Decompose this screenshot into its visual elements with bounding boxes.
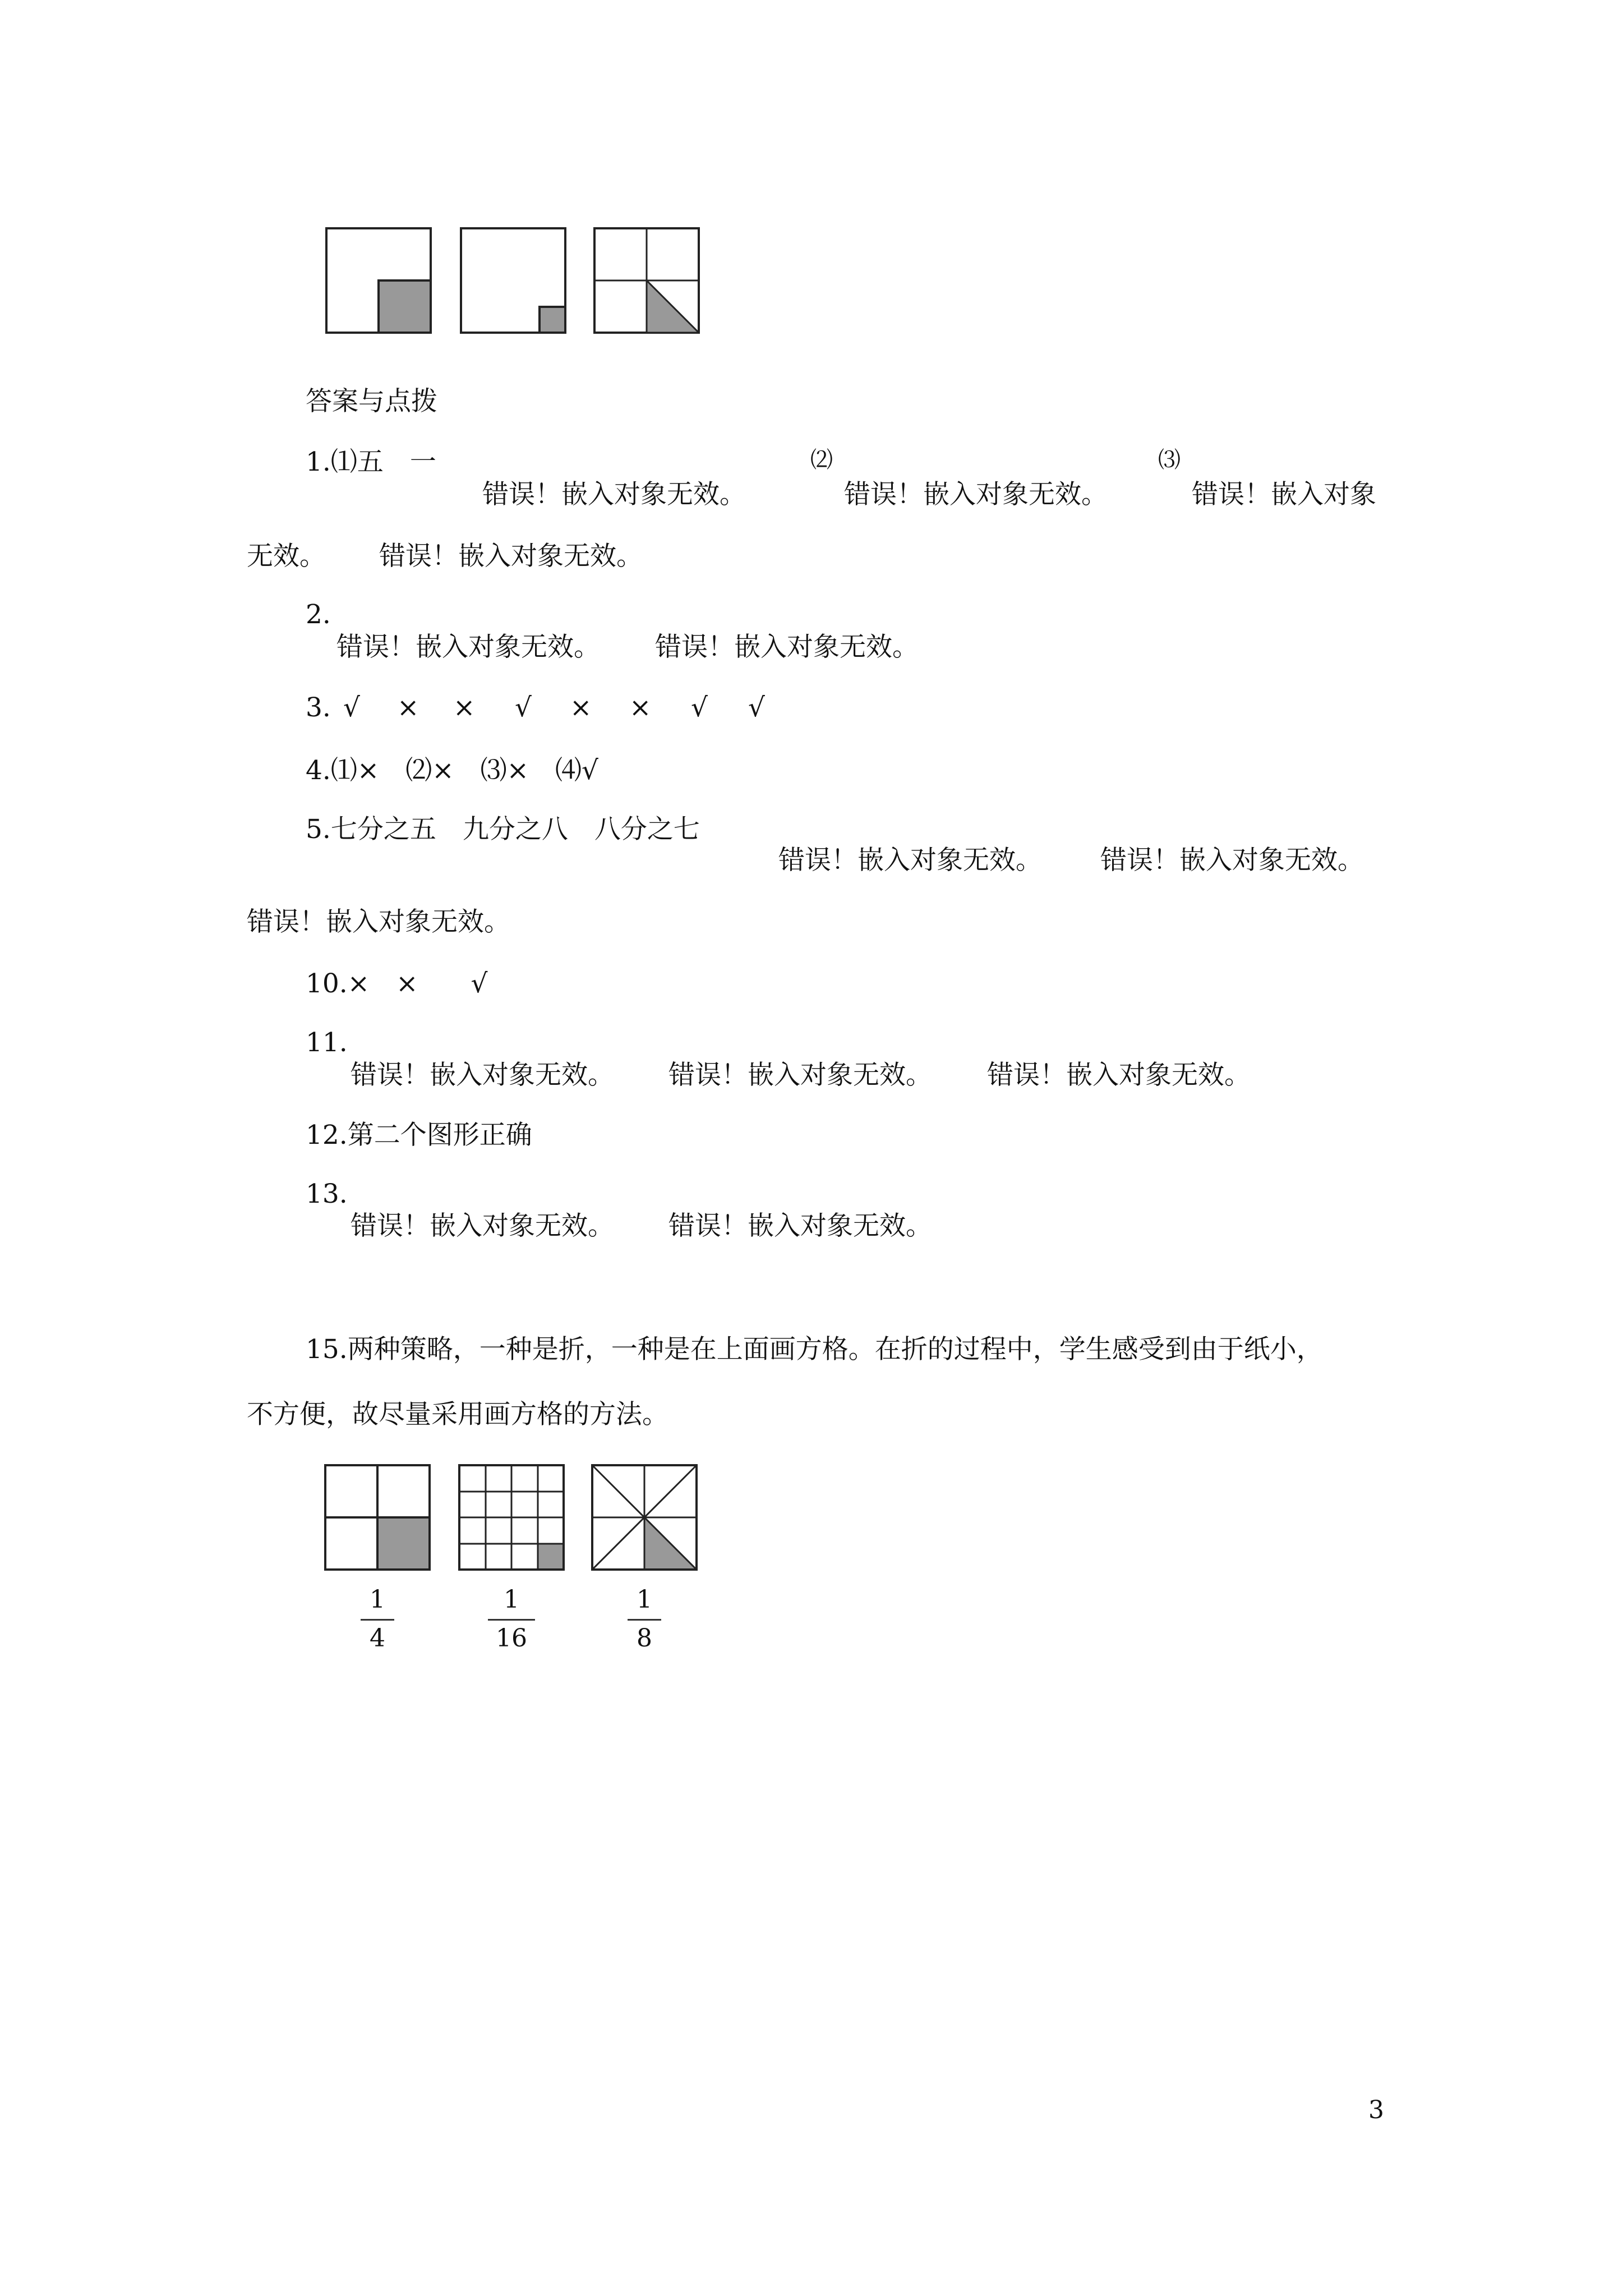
- fraction-bar: [628, 1619, 661, 1621]
- embed-error: 错误！嵌入对象无效。: [247, 907, 510, 937]
- answer-13-label: 13.: [306, 1179, 348, 1209]
- embed-error: 错误！嵌入对象无效。: [336, 632, 600, 662]
- embed-error: 错误！嵌入对象无效。: [351, 1211, 614, 1241]
- bottom-figure-quarter: [324, 1464, 431, 1571]
- answer-3-mark: ×: [570, 692, 592, 723]
- fraction-bar: [488, 1619, 535, 1621]
- embed-error: 错误！嵌入对象无效。: [668, 1211, 932, 1241]
- answer-12: 12.第二个图形正确: [306, 1120, 532, 1151]
- answer-1-part-3: ⑶: [1158, 447, 1181, 473]
- answer-1-continuation: 无效。: [247, 541, 326, 572]
- answer-3-mark: ×: [629, 692, 652, 723]
- answer-10: 10.× × √: [306, 968, 488, 999]
- answer-11-label: 11.: [306, 1027, 348, 1058]
- embed-error: 错误！嵌入对象无效。: [1100, 845, 1364, 876]
- top-figure-sixteenth: [460, 227, 566, 334]
- answer-3-mark: √: [748, 692, 765, 723]
- answer-15-line-1: 15.两种策略，一种是折，一种是在上面画方格。在折的过程中，学生感受到由于纸小，: [306, 1334, 1323, 1365]
- fraction-label: [488, 1585, 535, 1653]
- fraction-label: [361, 1585, 394, 1653]
- bottom-figure-eighth: [591, 1464, 698, 1571]
- answer-1-part-2: ⑵: [810, 447, 833, 473]
- fraction-bar: [361, 1619, 394, 1621]
- answer-2-label: 2.: [306, 599, 331, 630]
- fraction-denominator: 8: [637, 1624, 652, 1653]
- embed-error: 错误！嵌入对象无效。: [844, 479, 1108, 510]
- bottom-figure-sixteenth: [458, 1464, 565, 1571]
- top-figure-eighth: [593, 227, 700, 334]
- embed-error: 错误！嵌入对象无效。: [778, 845, 1042, 876]
- answer-3-label: 3.: [306, 692, 331, 723]
- embed-error: 错误！嵌入对象无效。: [351, 1060, 614, 1091]
- embed-error: 错误！嵌入对象: [1192, 479, 1376, 510]
- embed-error: 错误！嵌入对象无效。: [379, 541, 643, 572]
- answer-4: 4.⑴× ⑵× ⑶× ⑷√: [306, 755, 598, 786]
- fraction-numerator: 1: [504, 1585, 519, 1614]
- embed-error: 错误！嵌入对象无效。: [668, 1060, 932, 1091]
- embed-error: 错误！嵌入对象无效。: [655, 632, 919, 662]
- answer-1-label: 1.⑴五 一: [306, 447, 436, 477]
- fraction-label: [628, 1585, 661, 1653]
- page-number: 3: [1368, 2096, 1384, 2124]
- answer-3-mark: √: [691, 692, 708, 723]
- answer-15-line-2: 不方便，故尽量采用画方格的方法。: [247, 1399, 668, 1430]
- answer-3-mark: ×: [453, 692, 476, 723]
- answer-3-mark: ×: [397, 692, 419, 723]
- embed-error: 错误！嵌入对象无效。: [987, 1060, 1251, 1091]
- answer-5: 5.七分之五 九分之八 八分之七: [306, 814, 700, 845]
- fraction-numerator: 1: [637, 1585, 652, 1614]
- top-figure-quarter: [325, 227, 432, 334]
- embed-error: 错误！嵌入对象无效。: [482, 479, 746, 510]
- answer-3-mark: √: [515, 692, 532, 723]
- fraction-denominator: 16: [496, 1624, 527, 1653]
- answer-3-mark: √: [343, 692, 360, 723]
- heading: 答案与点拨: [306, 386, 437, 417]
- fraction-denominator: 4: [370, 1624, 385, 1653]
- fraction-numerator: 1: [370, 1585, 385, 1614]
